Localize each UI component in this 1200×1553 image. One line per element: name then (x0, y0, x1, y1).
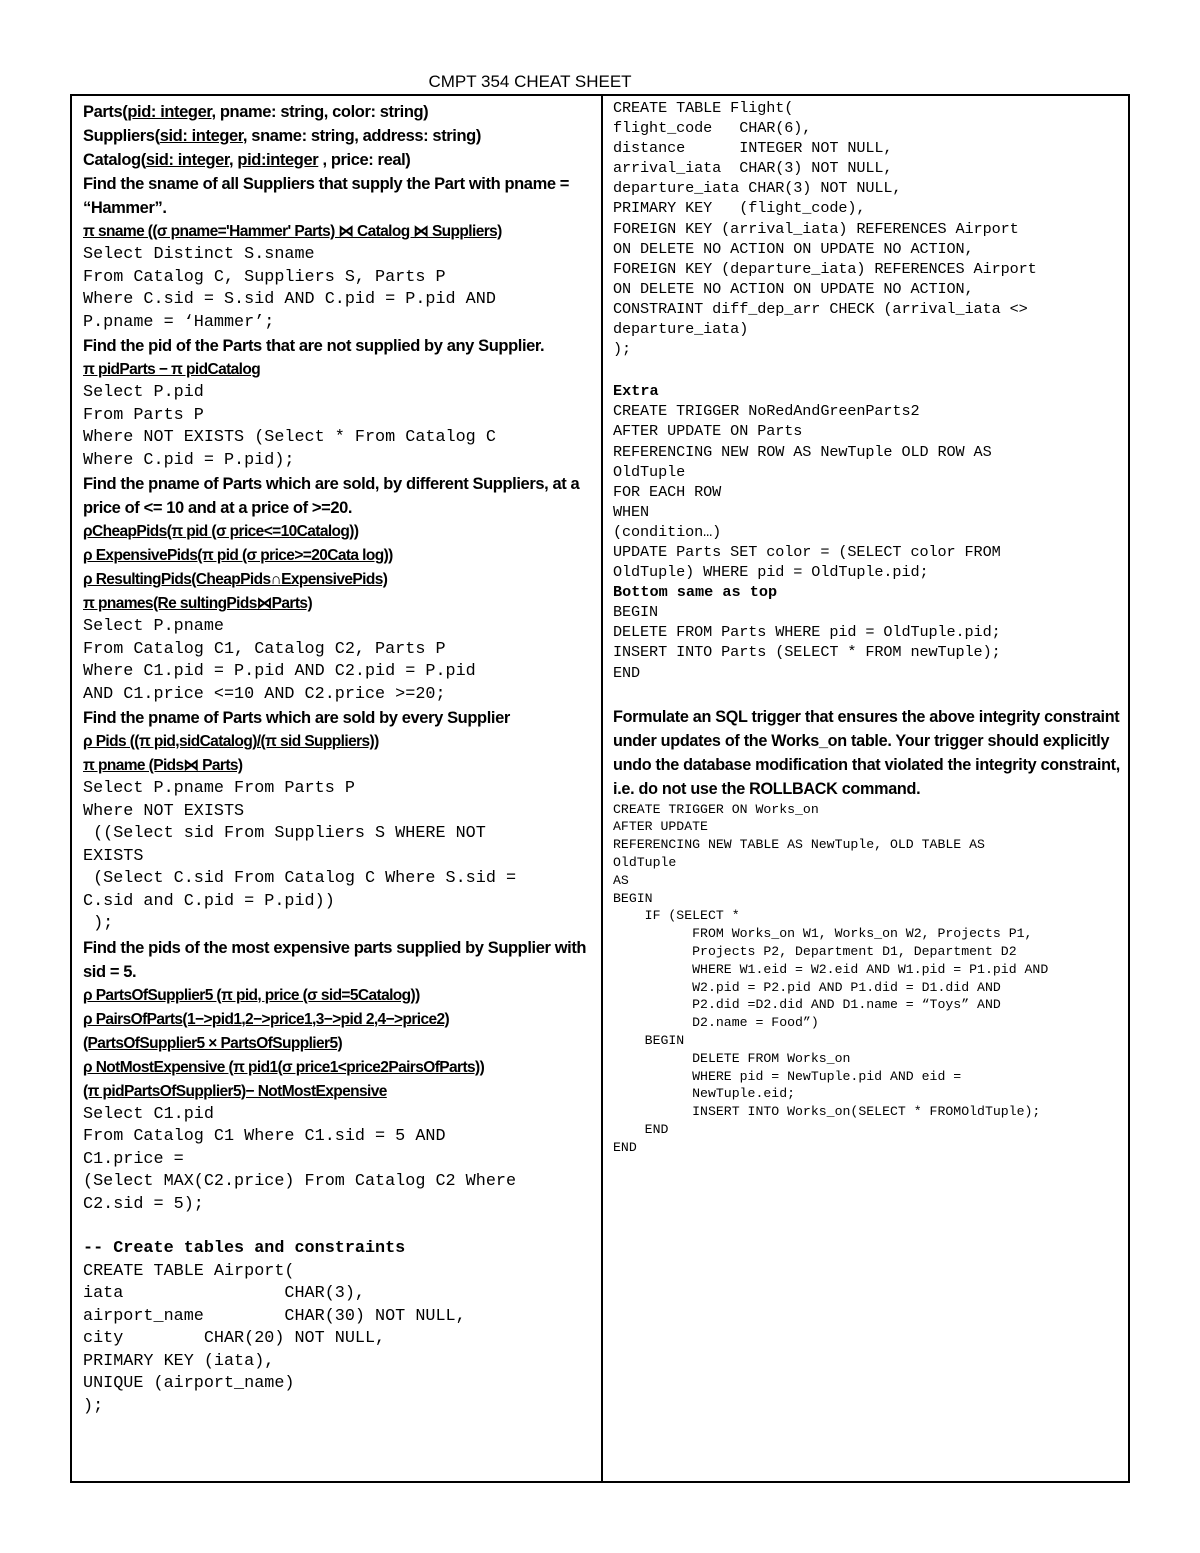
sql-line: CREATE TABLE Airport( (83, 1261, 295, 1281)
sql-line: AFTER UPDATE (613, 819, 708, 835)
sql-line: END (613, 1139, 637, 1155)
sql-line: Where C1.pid = P.pid AND C2.pid = P.pid (83, 662, 476, 681)
sql-line: AND C1.price <=10 AND C2.price >=20; (83, 684, 446, 704)
relational-algebra-4: π pname (Pids⋈ Parts) (83, 757, 243, 774)
sql-line: PRIMARY KEY (iata), (83, 1351, 275, 1371)
sql-line: P.pname = ‘Hammer’; (83, 312, 275, 332)
sql-line: CREATE TRIGGER NoRedAndGreenParts2 (613, 402, 920, 421)
sql-line: (Select MAX(C2.price) From Catalog C2 Where (83, 1172, 517, 1191)
sql-line: END (613, 1121, 669, 1137)
sql-line: UPDATE Parts SET color = (SELECT color FROM (613, 542, 1001, 561)
sql-line: From Catalog C, Suppliers S, Parts P (83, 267, 446, 287)
sql-line: FOR EACH ROW (613, 482, 722, 501)
sql-line: PRIMARY KEY (flight_code), (613, 199, 866, 218)
sql-line: ON DELETE NO ACTION ON UPDATE NO ACTION, (613, 279, 974, 298)
left-column (72, 96, 601, 1418)
relational-algebra-3: ρ ResultingPids(CheapPids∩ExpensivePids) (83, 571, 388, 588)
sql-line: AFTER UPDATE ON Parts (613, 422, 803, 441)
sql-line: From Parts P (83, 405, 204, 425)
sql-line: departure_iata) (613, 320, 749, 339)
sql-line: arrival_iata CHAR(3) NOT NULL, (613, 159, 893, 178)
question-4: Find the pname of Parts which are sold by every Supplier (83, 709, 510, 727)
sql-line: OldTuple (613, 855, 677, 871)
sql-line: ); (83, 1396, 104, 1416)
sql-line: city CHAR(20) NOT NULL, (83, 1329, 386, 1348)
bottom-same-label: Bottom same as top (613, 583, 778, 602)
page-title: CMPT 354 CHEAT SHEET (428, 72, 632, 91)
sql-line: WHERE pid = NewTuple.pid AND eid = (613, 1068, 962, 1084)
sql-line: distance INTEGER NOT NULL, (613, 139, 893, 158)
spacer (613, 683, 1130, 705)
sql-line: From Catalog C1 Where C1.sid = 5 AND (83, 1127, 446, 1146)
question-3: Find the pname of Parts which are sold, by different Suppliers, at a price of <= 10 and at a price of >=20. (83, 475, 580, 517)
sql-line: UNIQUE (airport_name) (83, 1374, 295, 1393)
sql-line: flight_code CHAR(6), (613, 119, 812, 138)
extra-label: Extra (613, 382, 659, 401)
sql-line: BEGIN (613, 603, 659, 622)
relational-algebra-4: ρ Pids ((π pid,sidCatalog)/(π sid Suppliers)) (83, 733, 379, 750)
sql-line: W2.pid = P2.pid AND P1.did = D1.did AND (613, 979, 1001, 995)
sql-line: Select P.pid (83, 383, 204, 402)
question-1: Find the sname of all Suppliers that supply the Part with pname = “Hammer”. (83, 175, 570, 217)
sql-line: airport_name CHAR(30) NOT NULL, (83, 1306, 466, 1326)
relational-algebra-1: π sname ((σ pname='Hammer' Parts) ⋈ Catalog ⋈ Suppliers) (83, 223, 502, 240)
sql-line: FOREIGN KEY (departure_iata) REFERENCES Airport (613, 259, 1037, 278)
sql-line: BEGIN (613, 890, 653, 906)
sql-line: Where NOT EXISTS (83, 801, 245, 821)
sql-line: BEGIN (613, 1032, 685, 1048)
sql-line: DELETE FROM Parts WHERE pid = OldTuple.pid; (613, 623, 1001, 642)
sql-line: D2.name = Food”) (613, 1015, 819, 1031)
sql-line: INSERT INTO Works_on(SELECT * FROMOldTuple); (613, 1104, 1041, 1120)
relational-algebra-5: ρ PairsOfParts(1−>pid1,2−>price1,3−>pid 2,4−>price2) (83, 1010, 450, 1028)
sql-line: ); (83, 914, 114, 933)
cheat-sheet-table (70, 94, 1130, 1483)
schema-catalog: Catalog(sid: integer, pid:integer , price: real) (83, 151, 411, 169)
sql-line: Select P.pname From Parts P (83, 779, 355, 798)
sql-line: ON DELETE NO ACTION ON UPDATE NO ACTION, (613, 239, 974, 258)
sql-line: CREATE TRIGGER ON Works_on (613, 801, 819, 817)
question-5: Find the pids of the most expensive parts supplied by Supplier with sid = 5. (83, 938, 587, 981)
sql-line: OldTuple (613, 462, 686, 481)
schema-suppliers: Suppliers(sid: integer, sname: string, address: string) (83, 127, 481, 145)
sql-line: REFERENCING NEW TABLE AS NewTuple, OLD TABLE AS (613, 837, 985, 853)
relational-algebra-3: ρCheapPids(π pid (σ price<=10Catalog)) (83, 523, 359, 540)
sql-line: REFERENCING NEW ROW AS NewTuple OLD ROW AS (613, 442, 992, 461)
sql-line: Select C1.pid (83, 1104, 214, 1124)
relational-algebra-3: π pnames(Re sultingPids⋈Parts) (83, 595, 313, 612)
relational-algebra-2: π pidParts − π pidCatalog (83, 361, 261, 378)
schema-parts: Parts(pid: integer, pname: string, color: string) (83, 103, 429, 121)
spacer (83, 1216, 601, 1238)
sql-line: P2.did =D2.did AND D1.name = “Toys” AND (613, 997, 1001, 1013)
sql-line: (Select C.sid From Catalog C Where S.sid = (83, 869, 517, 888)
sql-line: WHEN (613, 502, 650, 521)
sql-line: C.sid and C.pid = P.pid)) (83, 891, 335, 911)
sql-line: OldTuple) WHERE pid = OldTuple.pid; (613, 563, 929, 582)
relational-algebra-5: (PartsOfSupplier5 × PartsOfSupplier5) (83, 1034, 343, 1052)
sql-line: IF (SELECT * (613, 908, 740, 924)
sql-line: ((Select sid From Suppliers S WHERE NOT (83, 824, 486, 843)
sql-line: C1.price = (83, 1149, 184, 1169)
sql-line: FROM Works_on W1, Works_on W2, Projects P1, (613, 926, 1033, 942)
sql-line: (condition…) (613, 522, 722, 541)
sql-line: CONSTRAINT diff_dep_arr CHECK (arrival_iata <> (613, 299, 1028, 318)
sql-line: CREATE TABLE Flight( (613, 99, 794, 117)
relational-algebra-3: ρ ExpensivePids(π pid (σ price>=20Cata log)) (83, 547, 393, 564)
sql-line: C2.sid = 5); (83, 1194, 204, 1214)
sql-line: Projects P2, Department D1, Department D2 (613, 944, 1017, 959)
relational-algebra-5: ρ PartsOfSupplier5 (π pid, price (σ sid=5Catalog)) (83, 986, 420, 1004)
sql-line: Select Distinct S.sname (83, 245, 315, 264)
sql-line: FOREIGN KEY (arrival_iata) REFERENCES Airport (613, 219, 1019, 238)
sql-line: From Catalog C1, Catalog C2, Parts P (83, 639, 446, 659)
relational-algebra-5: ρ NotMostExpensive (π pid1(σ price1<price2PairsOfParts)) (83, 1058, 485, 1076)
sql-line: Where C.pid = P.pid); (83, 450, 295, 470)
sql-line: DELETE FROM Works_on (613, 1050, 851, 1066)
sql-line: INSERT INTO Parts (SELECT * FROM newTuple); (613, 643, 1001, 662)
sql-line: Select P.pname (83, 617, 224, 636)
sql-line: EXISTS (83, 846, 144, 866)
question-6: Formulate an SQL trigger that ensures the above integrity constraint under updates of the Works_on table. Your trigger should explicitly undo the database modification that violated the integrity constraint, i.e. do not use the ROLLBACK command. (613, 707, 1120, 798)
spacer (613, 359, 1130, 381)
relational-algebra-5: (π pidPartsOfSupplier5)− NotMostExpensive (83, 1082, 387, 1100)
sql-line: NewTuple.eid; (613, 1086, 796, 1102)
sql-line: Where NOT EXISTS (Select * From Catalog C (83, 428, 496, 447)
sql-line: WHERE W1.eid = W2.eid AND W1.pid = P1.pid AND (613, 961, 1049, 977)
sql-line: ); (613, 340, 632, 359)
sql-line: departure_iata CHAR(3) NOT NULL, (613, 179, 902, 198)
sql-line: Where C.sid = S.sid AND C.pid = P.pid AND (83, 290, 496, 309)
create-tables-comment: -- Create tables and constraints (83, 1239, 406, 1258)
right-column (603, 96, 1130, 1157)
sql-line: END (613, 663, 641, 682)
question-2: Find the pid of the Parts that are not supplied by any Supplier. (83, 337, 545, 355)
sql-line: AS (613, 872, 629, 888)
sql-line: iata CHAR(3), (83, 1284, 365, 1303)
